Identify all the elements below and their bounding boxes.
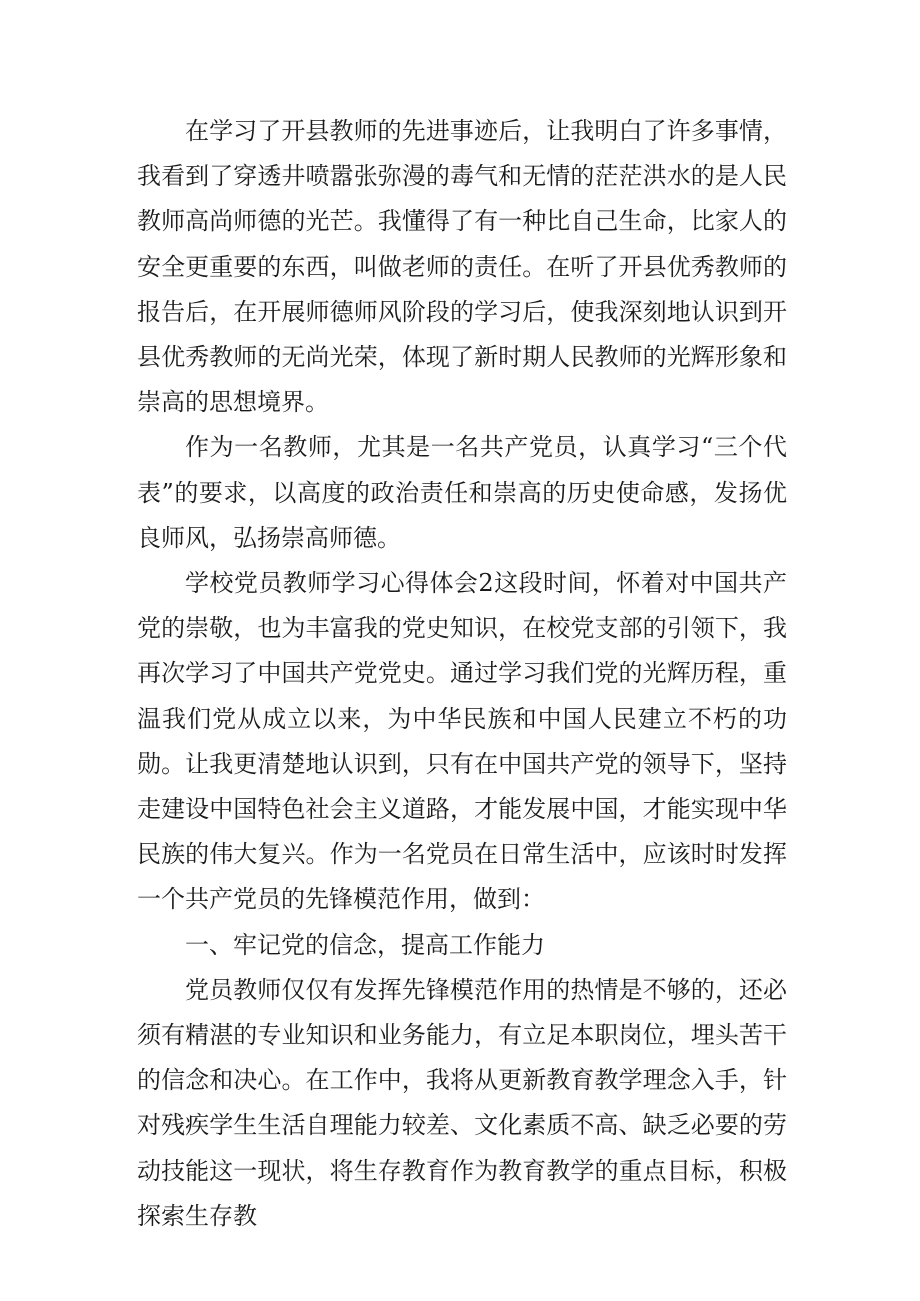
document-body [137, 109, 787, 1239]
paragraph-teacher-duty: 作为一名教师，尤其是一名共产党员，认真学习“三个代表”的要求，以高度的政治责任和崇高的历史使命感，发扬优良师风，弘扬崇高师德。 [137, 433, 787, 552]
paragraph-work-ability: 党员教师仅仅有发挥先锋模范作用的热情是不够的，还必须有精湛的专业知识和业务能力，有立足本职岗位，埋头苦干的信念和决心。在工作中，我将从更新教育教学理念入手，针对残疾学生生活自理能力较差、文化素质不高、缺乏必要的劳动技能这一现状，将生存教育作为教育教学的重点目标，积极探索生存教 [137, 975, 787, 1230]
paragraph-intro: 在学习了开县教师的先进事迹后，让我明白了许多事情，我看到了穿透井喷嚣张弥漫的毒气和无情的茫茫洪水的是人民教师高尚师德的光芒。我懂得了有一种比自己生命，比家人的安全更重要的东西，叫做老师的责任。在听了开县优秀教师的报告后，在开展师德师风阶段的学习后，使我深刻地认识到开县优秀教师的无尚光荣，体现了新时期人民教师的光辉形象和崇高的思想境界。 [137, 117, 787, 417]
paragraph-party-history: 学校党员教师学习心得体会2这段时间，怀着对中国共产党的崇敬，也为丰富我的党史知识，在校党支部的引领下，我再次学习了中国共产党党史。通过学习我们党的光辉历程，重温我们党从成立以来，为中华民族和中国人民建立不朽的功勋。让我更清楚地认识到，只有在中国共产党的领导下，坚持走建设中国特色社会主义道路，才能发展中国，才能实现中华民族的伟大复兴。作为一名党员在日常生活中，应该时时发挥一个共产党员的先锋模范作用，做到： [137, 569, 787, 914]
section-heading-1: 一、牢记党的信念，提高工作能力 [185, 930, 545, 959]
